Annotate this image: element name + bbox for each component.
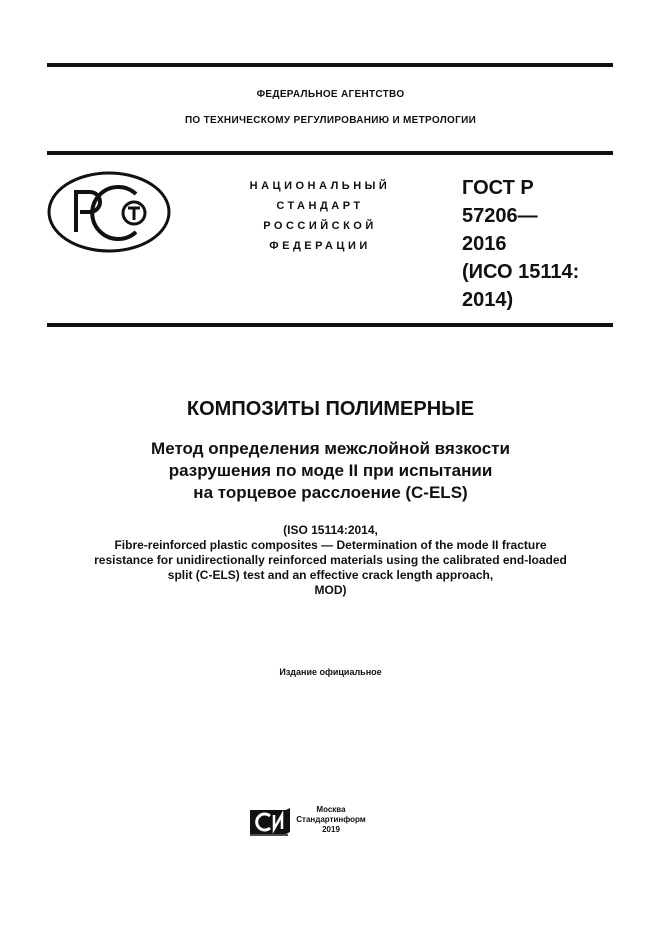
iso-line: MOD) [314,583,347,597]
iso-line: Fibre-reinforced plastic composites — Determination of the mode II fracture [114,538,547,552]
iso-reference [0,523,661,598]
standard-type [222,176,418,256]
top-rule [47,63,613,67]
standard-type-line: РОССИЙСКОЙ [263,220,377,232]
iso-line: (ISO 15114:2014, [283,523,378,537]
publisher-logo-icon [248,806,292,838]
document-subtitle [0,438,661,504]
iso-line: split (C-ELS) test and an effective crack length approach, [167,568,494,582]
lower-rule [47,323,613,327]
publisher-city: Москва [316,805,346,814]
standard-type-line: НАЦИОНАЛЬНЫЙ [249,180,391,192]
publication-year: 2019 [322,825,340,834]
designation-line: 2014) [462,289,514,311]
publisher-name: Стандартинформ [296,815,366,824]
designation-line: (ИСО 15114: [462,261,580,283]
upper-rule [47,151,613,155]
gost-logo-icon [46,170,172,254]
designation-line: 2016 [462,233,507,255]
iso-line: resistance for unidirectionally reinforced materials using the calibrated end-loaded [94,553,567,567]
standard-designation [462,174,579,314]
subtitle-line: Метод определения межслойной вязкости [151,439,510,458]
standard-type-line: ФЕДЕРАЦИИ [269,240,371,252]
subtitle-line: разрушения по моде II при испытании [168,461,493,480]
subtitle-line: на торцевое расслоение (C-ELS) [193,483,468,502]
designation-line: ГОСТ Р [462,177,534,199]
edition-label: Издание официальное [279,667,382,677]
agency-line-1: ФЕДЕРАЛЬНОЕ АГЕНТСТВО [256,89,405,100]
designation-line: 57206— [462,205,538,227]
agency-line-2: ПО ТЕХНИЧЕСКОМУ РЕГУЛИРОВАНИЮ И МЕТРОЛОГИИ [184,115,477,126]
document-title: КОМПОЗИТЫ ПОЛИМЕРНЫЕ [186,398,475,420]
standard-type-line: СТАНДАРТ [276,200,364,212]
publisher-info [296,805,366,835]
